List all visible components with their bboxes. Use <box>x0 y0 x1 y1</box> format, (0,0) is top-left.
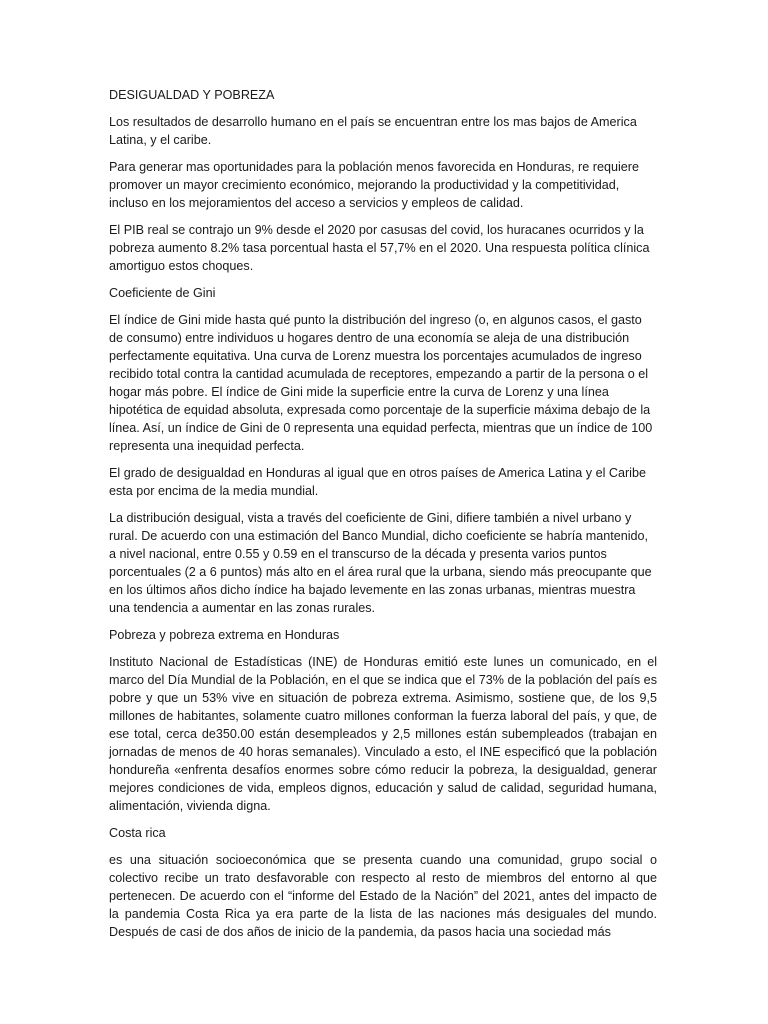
costa-rica-paragraph-1: es una situación socioeconómica que se presenta cuando una comunidad, grupo social o colectivo recibe un trato desfavorable con respecto al resto de miembros del entorno al que pertenecen. De acuerdo con el “informe del Estado de la Nación” del 2021, antes del impacto de la pandemia Costa Rica ya era parte de la lista de las naciones más desiguales del mundo. Después de casi de dos años de inicio de la pandemia, da pasos hacia una sociedad más <box>109 853 657 939</box>
intro-paragraph-1: Los resultados de desarrollo humano en el país se encuentran entre los mas bajos de America Latina, y el caribe. <box>109 115 637 147</box>
gini-heading: Coeficiente de Gini <box>109 286 216 300</box>
costa-rica-heading: Costa rica <box>109 826 166 840</box>
document-body <box>109 86 657 950</box>
intro-paragraph-3: El PIB real se contrajo un 9% desde el 2020 por casusas del covid, los huracanes ocurridos y la pobreza aumento 8.2% tasa porcentual hasta el 57,7% en el 2020. Una respuesta política clínica amortiguo estos choques. <box>109 223 650 273</box>
intro-paragraph-2: Para generar mas oportunidades para la población menos favorecida en Honduras, re requiere promover un mayor crecimiento económico, mejorando la productividad y la competitividad, incluso en los mejoramientos del acceso a servicios y empleos de calidad. <box>109 160 639 210</box>
gini-paragraph-1: El índice de Gini mide hasta qué punto la distribución del ingreso (o, en algunos casos, el gasto de consumo) entre individuos u hogares dentro de una economía se aleja de una distribución perfectamente equitativa. Una curva de Lorenz muestra los porcentajes acumulados de ingreso recibido total contra la cantidad acumulada de receptores, empezando a partir de la persona o el hogar más pobre. El índice de Gini mide la superficie entre la curva de Lorenz y una línea hipotética de equidad absoluta, expresada como porcentaje de la superficie máxima debajo de la línea. Así, un índice de Gini de 0 representa una equidad perfecta, mientras que un índice de 100 representa una inequidad perfecta. <box>109 313 653 453</box>
gini-paragraph-2: El grado de desigualdad en Honduras al igual que en otros países de America Latina y el Caribe esta por encima de la media mundial. <box>109 466 646 498</box>
gini-paragraph-3: La distribución desigual, vista a través del coeficiente de Gini, difiere también a nivel urbano y rural. De acuerdo con una estimación del Banco Mundial, dicho coeficiente se habría mantenido, a nivel nacional, entre 0.55 y 0.59 en el transcurso de la década y presenta varios puntos porcentuales (2 a 6 puntos) más alto en el área rural que la urbana, siendo más preocupante que en los últimos años dicho índice ha bajado levemente en las zonas urbanas, mientras muestra una tendencia a aumentar en las zonas rurales. <box>109 511 652 615</box>
document-title: DESIGUALDAD Y POBREZA <box>109 88 275 102</box>
poverty-heading: Pobreza y pobreza extrema en Honduras <box>109 628 340 642</box>
poverty-paragraph-1: Instituto Nacional de Estadísticas (INE) de Honduras emitió este lunes un comunicado, en el marco del Día Mundial de la Población, en el que se indica que el 73% de la población del país es pobre y que un 53% vive en situación de pobreza extrema. Asimismo, sostiene que, de los 9,5 millones de habitantes, solamente cuatro millones conforman la fuerza laboral del país, y que, de ese total, cerca de350.00 están desempleados y 2,5 millones están subempleados (trabajan en jornadas de menos de 40 horas semanales). Vinculado a esto, el INE especificó que la población hondureña «enfrenta desafíos enormes sobre cómo reducir la pobreza, la desigualdad, generar mejores condiciones de vida, empleos dignos, educación y salud de calidad, seguridad humana, alimentación, vivienda digna. <box>109 655 657 813</box>
